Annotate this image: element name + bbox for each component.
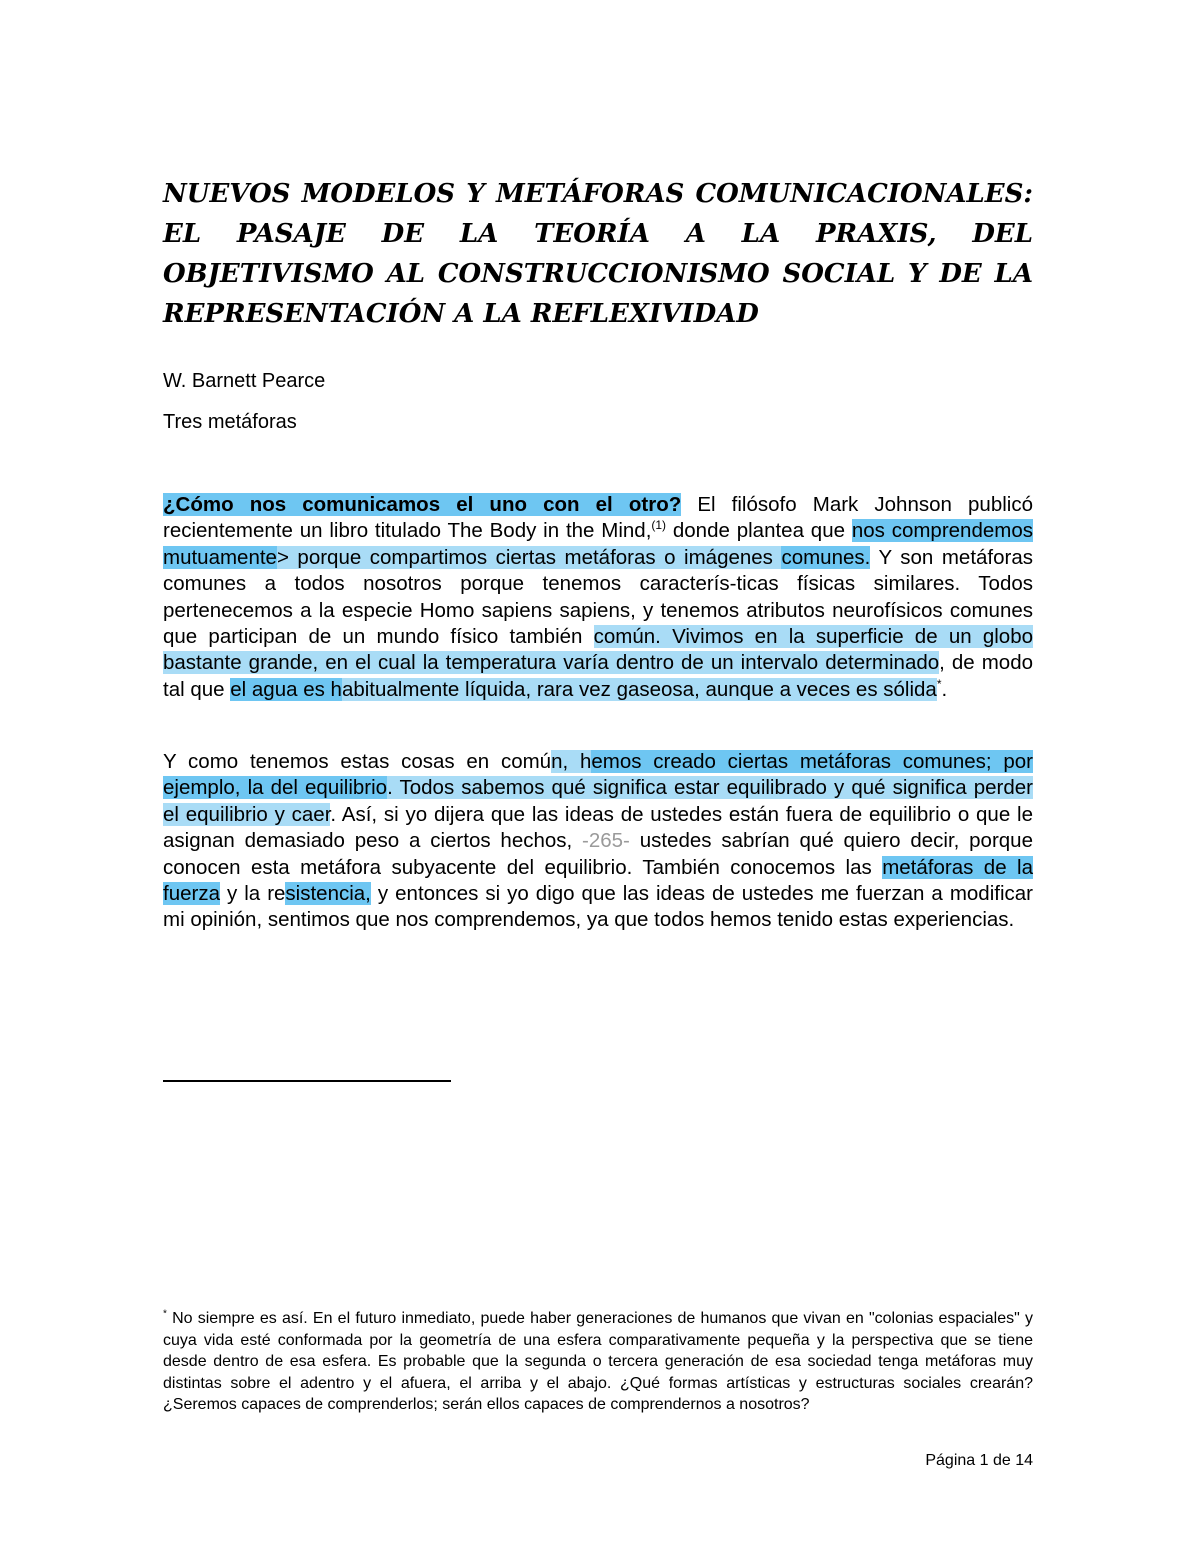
footnote	[163, 1308, 1033, 1416]
text-run: ustedes sabrían qué quiero decir, porque conocen esta metáfora subyacente del equilibrio. También conocemos las	[163, 829, 1033, 879]
highlight-run: metáforas de la fuerza	[163, 855, 1033, 906]
text-run: El filósofo Mark Johnson publicó recientemente un libro titulado The Body in the Mind,	[163, 493, 1033, 543]
footnote-separator	[163, 1080, 451, 1082]
highlight-run: n, h	[551, 750, 592, 773]
text-run: .	[941, 677, 948, 701]
text-run: y la re	[219, 882, 286, 906]
text-run: donde plantea que	[666, 519, 852, 543]
page-number: Página 1 de 14	[925, 1452, 1033, 1469]
highlight-run: el agua es h	[230, 677, 342, 701]
highlight-run: común. Vivimos en la superficie de un globo bastante grande, en el cual la temperatura varía dentro de un intervalo determinado	[163, 625, 1033, 675]
author-name: W. Barnett Pearce	[163, 370, 326, 392]
highlight-run: comunes.	[781, 545, 871, 569]
footnote-text: No siempre es así. En el futuro inmediato, puede haber generaciones de humanos que vivan en "colonias espaciales" y cuya vida esté conformada por la geometría de una esfera comparativamente pequeña y la perspectiva que se tiene desde dentro de esa esfera. Es probable que la segunda o tercera generación de esa sociedad tenga metáforas muy distintas sobre el adentro y el afuera, el arriba y el abajo. ¿Qué formas artísticas y estructuras sociales crearán? ¿Seremos capaces de comprenderlos; serán ellos capaces de comprendernos a nosotros?	[163, 1310, 1033, 1413]
document-title: NUEVOS MODELOS Y METÁFORAS COMUNICACIONALES: EL PASAJE DE LA TEORÍA A LA PRAXIS, DEL OBJETIVISMO AL CONSTRUCCIONISMO SOCIAL Y DE LA REPRESENTACIÓN A LA REFLEXIVIDAD	[163, 179, 1033, 329]
highlight-run: > porque compartimos ciertas metáforas o imágenes	[276, 545, 782, 569]
highlighted-question: ¿Cómo nos comunicamos el uno con el otro?	[163, 493, 682, 516]
highlight-run: sistencia,	[285, 882, 371, 906]
text-run: Y como tenemos estas cosas en comú	[163, 750, 552, 773]
highlight-run: abitualmente líquida, rara vez gaseosa, aunque a veces es sólida	[341, 677, 937, 701]
body-paragraph-1	[163, 492, 1033, 703]
reference-superscript: (1)	[651, 518, 667, 533]
text-run: . Así, si yo dijera que las ideas de ustedes están fuera de equilibrio o que le asignan demasiado peso a ciertos hechos,	[163, 802, 1033, 853]
text-run: Y son metáforas comunes a todos nosotros porque tenemos caracterís-ticas físicas similares. Todos pertenecemos a la especie Homo sapiens sapiens, y tenemos atributos neurofísicos comunes que participan de un mundo físico también	[163, 545, 1033, 649]
body-paragraph-2	[163, 749, 1033, 934]
section-heading: Tres metáforas	[163, 411, 297, 433]
footnote-marker[interactable]: *	[936, 677, 942, 692]
highlight-run: . Todos sabemos qué significa estar equilibrado y qué significa perder el equilibrio y caer	[163, 776, 1034, 826]
footnote-marker: *	[163, 1308, 167, 1320]
text-run: y entonces si yo digo que las ideas de ustedes me fuerzan a modificar mi opinión, sentimos que nos comprendemos, ya que todos hemos tenido estas experiencias.	[163, 882, 1033, 932]
highlight-run: nos comprendemos mutuamente	[163, 519, 1033, 569]
text-run: , de modo tal que	[163, 651, 1033, 701]
highlight-run: emos creado ciertas metáforas comunes; por ejemplo, la del equilibrio	[163, 750, 1033, 800]
page-reference: -265-	[582, 829, 630, 853]
